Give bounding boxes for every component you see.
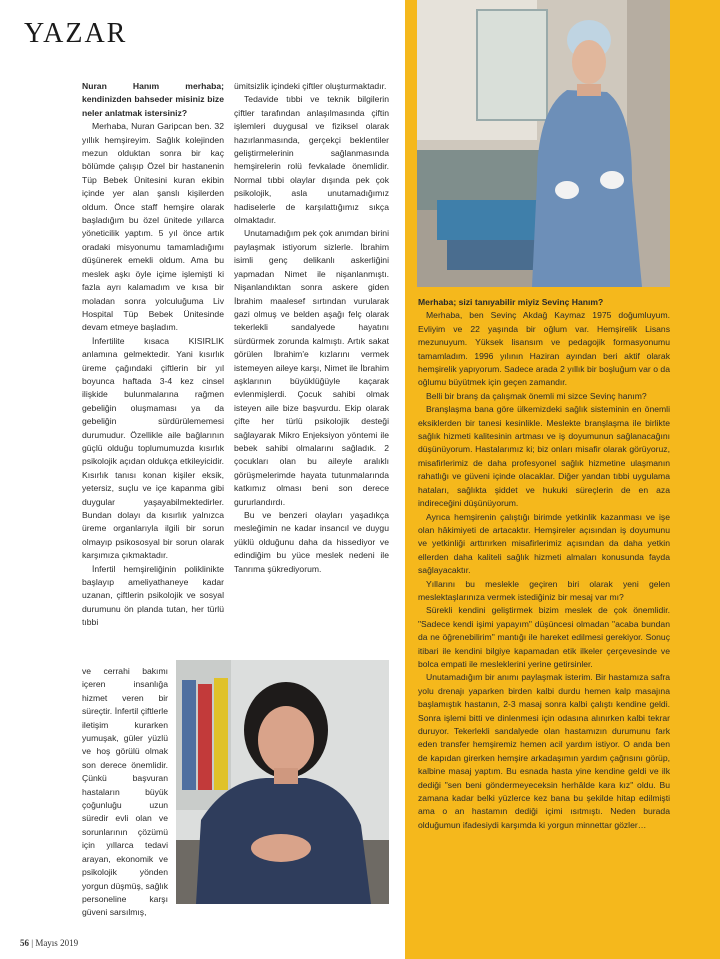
paragraph: Ayrıca hemşirenin çalıştığı birimde yetkinlik kazanması ve işe olan hâkimiyeti de artacaktır. Hemşireler açısından iş doyumunu ve yetkinliği arttırırken misafirlerimiz açısından da daha yetkin ellerden daha kaliteli sağlık hizmeti almaları konusunda fayda sağlayacaktır. xyxy=(418,511,670,576)
paragraph-lead xyxy=(418,671,670,832)
question: Merhaba; sizi tanıyabilir miyiz Sevinç Hanım? xyxy=(418,297,604,307)
paragraph: İnfertil hemşireliğinin poliklinikte başlayıp ameliyathaneye kadar uzanan, çiftlerin psikolojik ve sosyal durumunu ön planda tutan, her türlü tıbbi xyxy=(82,563,224,628)
question: Belli bir branş da çalışmak önemli mi sizce Sevinç hanım? xyxy=(426,390,647,401)
paragraph: ümitsizlik içindeki çiftler oluşturmaktadır. xyxy=(234,81,387,91)
paragraph: İnfertilite kısaca KISIRLIK anlamına gelmektedir. Yani kısırlık üreme çağındaki çiftlerin bir yıl boyunca haftada 3-4 kez cinsel ilişkide bulunmalarına rağmen gebeliğin oluşmaması ya da gebeliğin sürdürülememesi durumudur. Özellikle aile bağlarının güçlü olduğu toplumumuzda kısırlık psikolojik açıdan oldukça etkileyicidir. Kısırlık tanısı konan kişiler eksik, yetersiz, suçlu ve içe kapanma gibi duygular yaşayabilmektedirler. Bundan dolayı da kısırlık yalnızca üreme organlarıyla ilgili bir sorun olmayıp psikososyal bir sorun olarak karşımıza çıkmaktadır. xyxy=(82,335,224,561)
question-1: Nuran Hanım merhaba; kendinizden bahseder misiniz bize neler anlatmak istersiniz? xyxy=(82,81,224,118)
paragraph: Sürekli kendini geliştirmek bizim meslek de çok önemlidir. "Sadece kendi işimi yapayım" düşüncesi olmadan "acaba bundan da ne öğrenebilirim" mantığı ile hareket edilmesi gerekiyor. Sonuç itibari ile kendini bilgiye kapamadan etik ilkeler çerçevesinde ve bolca empati ile mesleklerini yerine getirsinler. xyxy=(418,605,670,669)
paragraph: Merhaba, Nuran Garipcan ben. 32 yıllık hemşireyim. Sağlık kolejinden mezun olduktan sonra bir kaç bölümde çalışıp Özel bir hastanenin Tüp Bebek Ünitesini kuran ekibin içinde yer alan şanslı kişilerden oldum. Önce staff hemşire olarak başladığım bu özel ünitede yıllarca yöneticilik yaptım. 5 yıl önce artık oradaki misyonumu tamamladığımı düşünerek emekli oldum. Ama bu meslek aşkı öyle içime işlemişti ki fazla ayrı kalamadım ve kısa bir moladan sonra yolculuğuma Liv Hospital Tüp Bebek Ünitesinde devam etmeye başladım. xyxy=(82,121,224,333)
paragraph: ve cerrahi bakımı içeren insanlığa hizmet veren bir süreçtir. İnfertil çiftlerle iletişim kurarken yumuşak, güler yüzlü ve hoş görülü olmak son derece önemlidir. Çünkü başvuran hastaların büyük çoğunluğu uzun süredir evli olan ve sorunlarının çözümü için yıllarca tedavi arayan, ekonomik ve psikolojik yönden yorgun düşmüş, sağlık personeline karşı güveni sarsılmış, xyxy=(82,666,168,918)
column-1-continued xyxy=(82,665,168,918)
column-1 xyxy=(82,80,224,665)
paragraph: Merhaba, ben Sevinç Akdağ Kaymaz 1975 doğumluyum. Evliyim ve 22 yaşında bir oğlum var. Hemşirelik Lisans mezunuyum. Yüksek lisansım ve pedagojik formasyonumu tamamladım. 1996 yılının Haziran ayından beri aktif olarak hemşirelik yapıyorum. Sadece arada 2 yıllık bir boşluğum var o da oğlumu büyütmek için geçen zamandır. xyxy=(418,310,670,388)
issue-date: Mayıs 2019 xyxy=(35,938,79,948)
page-footer: 56 | Mayıs 2019 xyxy=(20,938,79,948)
paragraph: Tedavide tıbbi ve teknik bilgilerin çiftler tarafından anlaşılmasında çiftin işlemleri duygusal ve fiziksel olarak hazırlanmasında, gerçekçi beklentiler geliştirmelerinin sağlanmasında hemşirelerin rolü fevkalade önemlidir. Normal tıbbi olaylar dışında pek çok psikolojik, asla unutamadığımız hadiselerle de karşılattığımız sıkça olmaktadır. xyxy=(234,94,389,226)
question: Yıllarını bu meslekle geçiren biri olarak yeni gelen meslektaşlarınıza vermek istediğiniz bir mesaj var mı? xyxy=(418,578,670,602)
paragraph: Bu ve benzeri olayları yaşadıkça mesleğimin ne kadar insancıl ve duygu yüklü olduğunu daha da hissediyor ve edindiğim bu yüce meslek nedeni ile Tanrıma şükrediyorum. xyxy=(234,510,389,574)
page-number: 56 xyxy=(20,938,29,948)
paragraph: Branşlaşma bana göre ülkemizdeki sağlık sisteminin en önemli eksiklerden bir tanesi kesinlikle. Meslekte branşlaşma ile birlikte sağlık hizmeti kalitesinin artması ve iş doyumunun sağlanacağını düşünüyorum. Hastalarımız ki; biz onları misafir olarak görüyoruz, misafirlerimiz de daha profesyonel sağlık hizmetine ulaşmanın rahatlığı ve güveni içinde olacaklar. Diğer yandan tıbbi uygulama hataları, sağlıkta şiddet ve hukuki süreçlerin de en aza indireceğini düşünüyorum. xyxy=(418,404,670,509)
paragraph-text: Bir hastamıza safra yolu drenajı yaparken birden kalbi durdu hemen kalp masajına başlamıştık hastanın, 2-3 masaj sonra kalbi çalıştı kendine geldi. Sonra işlemi bitti ve dinlenmesi için odasına alınırken kalbi tekrar duruyor. Tekerlekli sandalyede olan hastamızın durumunu fark eden transfer hemşiremiz hemen acil yardım istiyor. O anda ben de kapıdan girerken hemşire arkadaşımın yardım çağrısını görüp, kalbine masaj yaptım. Bu esnada hasta yine kendine geldi ve ilk dediği "sen beni göndermeyeceksin herhâlde kara kız" oldu. Bu zamana kadar belki yüzlerce kez bana bu şekilde hitap edilmişti ama o an hastamın dediği içimi ısıtmıştı. Neden burada olduğumun ifadesiydi karşımda ki yorgun minnettar gözler… xyxy=(418,672,670,830)
nurse-portrait-photo xyxy=(176,660,389,904)
section-title: YAZAR xyxy=(24,18,128,49)
column-3 xyxy=(418,296,670,916)
paragraph: Unutamadığım pek çok anımdan birini paylaşmak istiyorum sizlerle. İbrahim isimli genç delikanlı askerliğini yapmadan Nimet ile nişanlanmıştı. Nişanlandıktan sonra askere giden İbrahim maalesef sırtından vurularak gazi olmuş ve belden aşağı felç olarak tekerlekli sandalyede hayatını sürdürmek zorunda kalmıştı. Artık sakat görülen İbrahim'e kızlarını vermek istemeyen aileye karşı, Nimet ile İbrahim aşklarının büyüklüğüyle kaçarak evlenmişlerdi. Çocuk sahibi olmak isteyen aile bize başvurdu. Ekip olarak çifte her türlü psikolojik desteği sağlayarak Mikro Enjeksiyon yöntemi ile bebek sahibi olmalarını sağladık. 2 çocukları olan bu aileyle aralıklı görüşmelerimde hayata tutunmalarında katkımız olması beni son derece gururlandırdı. xyxy=(234,228,389,507)
column-2 xyxy=(234,80,389,645)
paragraph-lead-text: Unutamadığım bir anımı paylaşmak isterim. xyxy=(426,672,593,683)
nurse-photo xyxy=(417,0,670,287)
